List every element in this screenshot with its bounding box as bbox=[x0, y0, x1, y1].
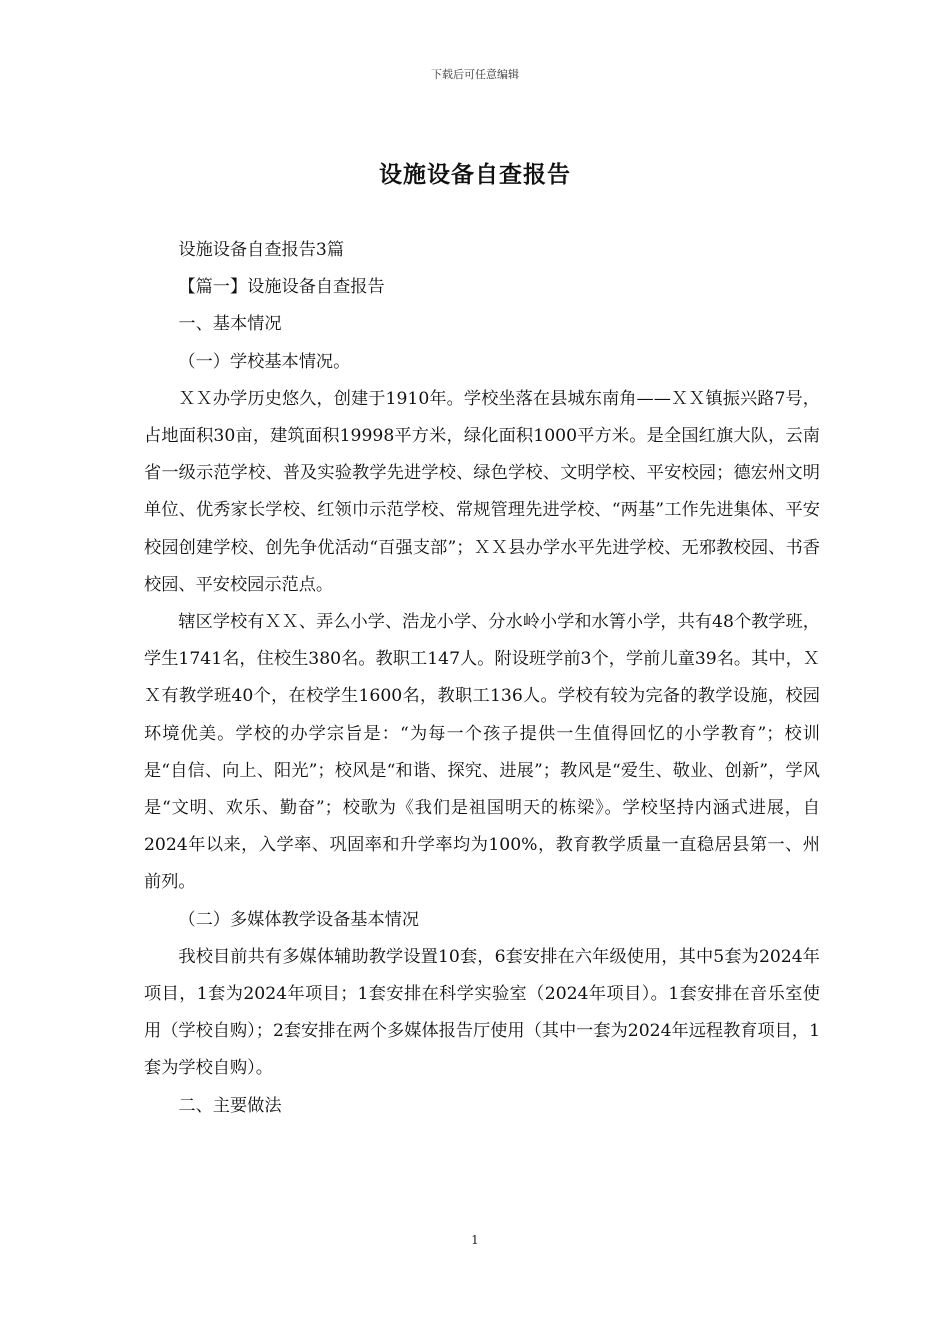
paragraph-school-history: ＸＸ办学历史悠久，创建于1910年。学校坐落在县城东南角——ＸＸ镇振兴路7号，占地面积30亩，建筑面积19998平方米，绿化面积1000平方米。是全国红旗大队，云南省一级示范学校、普及实验教学先进学校、绿色学校、文明学校、平安校园；德宏州文明单位、优秀家长学校、红领巾示范学校、常规管理先进学校、“两基”工作先进集体、平安校园创建学校、创先争优活动“百强支部”；ＸＸ县办学水平先进学校、无邪教校园、书香校园、平安校园示范点。 bbox=[144, 388, 820, 595]
document-title: 设施设备自查报告 bbox=[379, 161, 571, 188]
page-header: 下载后可任意编辑 bbox=[431, 68, 519, 81]
document-body bbox=[144, 232, 820, 1125]
paragraph-heading-basic-info: 一、基本情况 bbox=[178, 314, 282, 335]
paragraph-subheading-multimedia: （二）多媒体教学设备基本情况 bbox=[178, 909, 420, 930]
paragraph-district-schools: 辖区学校有ＸＸ、弄么小学、浩龙小学、分水岭小学和水箐小学，共有48个教学班，学生1741名，住校生380名。教职工147人。附设班学前3个，学前儿童39名。其中，ＸＸ有教学班40个，在校学生1600名，教职工136人。学校有较为完备的教学设施，校园环境优美。学校的办学宗旨是：“为每一个孩子提供一生值得回忆的小学教育”；校训是“自信、向上、阳光”；校风是“和谐、探究、进展”；教风是“爱生、敬业、创新”，学风是“文明、欢乐、勤奋”；校歌为《我们是祖国明天的栋梁》。学校坚持内涵式进展，自2024年以来，入学率、巩固率和升学率均为100%，教育教学质量一直稳居县第一、州前列。 bbox=[144, 612, 820, 893]
page-number: 1 bbox=[471, 1233, 479, 1247]
paragraph-subtitle: 设施设备自查报告3篇 bbox=[178, 240, 345, 260]
paragraph-subheading-school: （一）学校基本情况。 bbox=[178, 351, 351, 372]
paragraph-multimedia-equipment: 我校目前共有多媒体辅助教学设置10套，6套安排在六年级使用，其中5套为2024年项目，1套为2024年项目；1套安排在科学实验室（2024年项目）。1套安排在音乐室使用（学校自购）；2套安排在两个多媒体报告厅使用（其中一套为2024年远程教育项目，1套为学校自购）。 bbox=[144, 946, 820, 1079]
paragraph-heading-main-practices: 二、主要做法 bbox=[178, 1095, 282, 1116]
paragraph-section-heading: 【篇一】设施设备自查报告 bbox=[178, 277, 385, 298]
